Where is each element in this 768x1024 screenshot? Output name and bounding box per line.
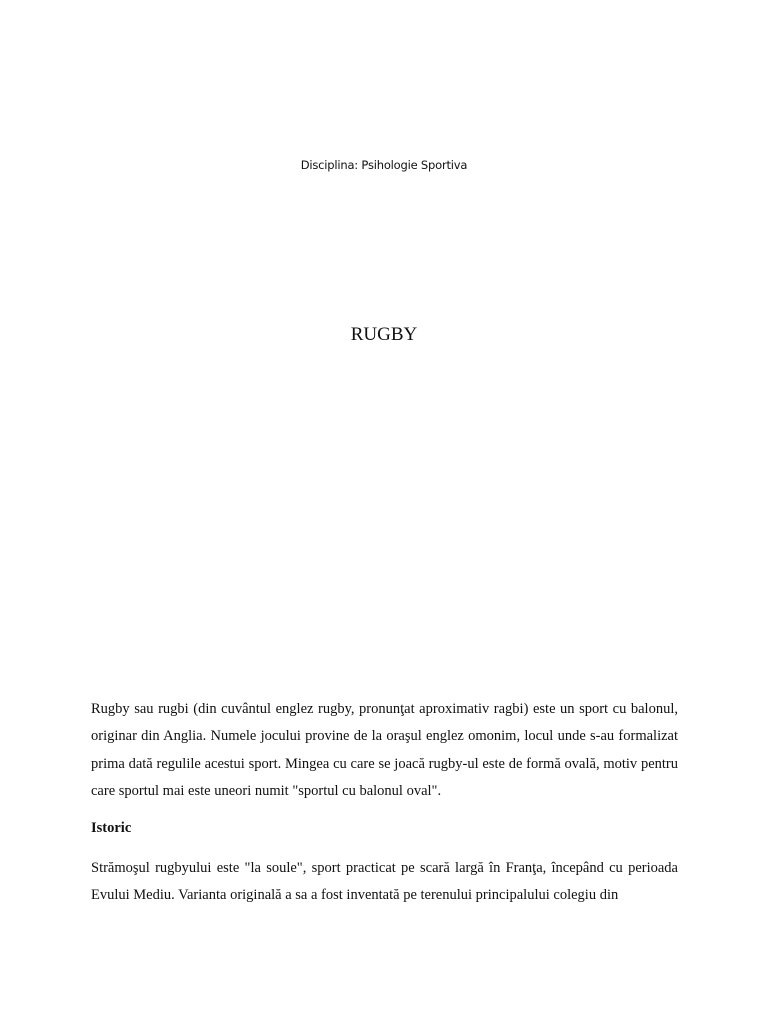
history-paragraph: Strămoşul rugbyului este "la soule", sport practicat pe scară largă în Franţa, începând cu perioada Evului Mediu. Varianta originală a sa a fost inventată pe terenului principalului colegiu din [91,860,678,904]
document-title: RUGBY [350,324,418,345]
intro-paragraph-block [91,696,678,805]
history-paragraph-block [91,855,678,910]
section-heading-istoric: Istoric [91,820,132,836]
section-heading-block [91,815,678,842]
discipline-label: Disciplina: Psihologie Sportiva [300,158,468,172]
intro-paragraph: Rugby sau rugbi (din cuvântul englez rugby, pronunţat aproximativ ragbi) este un sport cu balonul, originar din Anglia. Numele jocului provine de la oraşul englez omonim, locul unde s-au formalizat prima dată regulile acestui sport. Mingea cu care se joacă rugby-ul este de formă ovală, motiv pentru care sportul mai este uneori numit "sportul cu balonul oval". [91,701,678,799]
